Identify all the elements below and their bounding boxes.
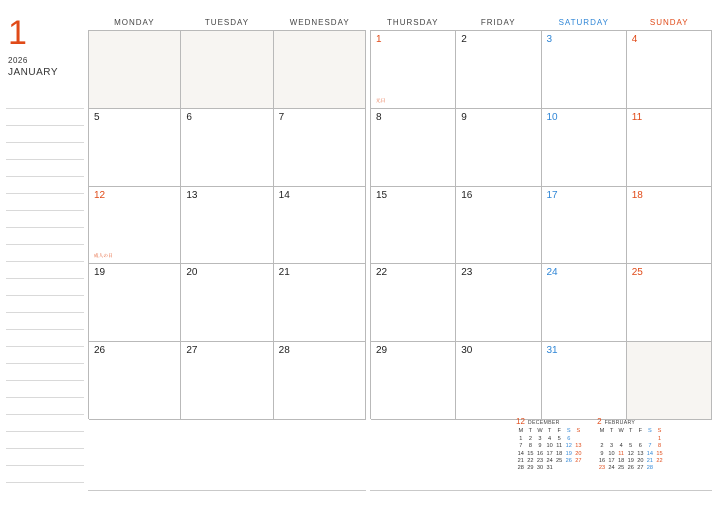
mini-day-cell-empty — [574, 436, 584, 443]
day-cell[interactable] — [542, 109, 627, 187]
mini-calendar-february — [597, 418, 664, 473]
mini-calendar-row — [516, 436, 583, 443]
day-cell[interactable] — [627, 109, 712, 187]
mini-day-cell[interactable]: 27 — [575, 458, 582, 465]
day-number: 28 — [278, 345, 290, 357]
mini-day-cell[interactable]: 11 — [556, 443, 563, 450]
weekday-header-tuesday: TUESDAY — [204, 18, 250, 27]
mini-calendars — [516, 418, 664, 473]
day-cell[interactable] — [456, 187, 541, 265]
mini-day-cell[interactable]: 25 — [556, 458, 563, 465]
holiday-label: 成人の日 — [94, 253, 113, 259]
mini-day-cell[interactable]: 22 — [527, 458, 534, 465]
note-line[interactable] — [6, 109, 84, 126]
note-line[interactable] — [6, 126, 84, 143]
mini-day-cell-empty — [554, 465, 564, 472]
note-line[interactable] — [6, 279, 84, 296]
day-number: 14 — [278, 189, 290, 201]
day-cell[interactable] — [542, 264, 627, 342]
mini-calendar-month-name: FEBRUARY — [604, 420, 636, 426]
day-cell[interactable] — [181, 187, 273, 265]
mini-calendar-december — [516, 418, 583, 473]
mini-weekday-header: W — [537, 428, 543, 435]
mini-weekday-header: T — [547, 428, 552, 435]
mini-day-cell[interactable]: 3 — [538, 435, 542, 442]
mini-day-cell[interactable]: 4 — [548, 435, 552, 442]
mini-day-cell[interactable]: 16 — [536, 450, 544, 457]
mini-day-cell[interactable]: 30 — [536, 465, 544, 472]
mini-weekday-header: T — [629, 428, 633, 435]
mini-calendar-table — [597, 428, 664, 472]
mini-weekday-header: W — [618, 428, 624, 435]
mini-day-cell-empty — [574, 465, 584, 472]
mini-calendar-header-row — [516, 428, 583, 435]
mini-day-cell[interactable]: 23 — [536, 458, 544, 465]
mini-day-cell[interactable]: 3 — [609, 443, 614, 450]
mini-day-cell[interactable]: 10 — [608, 450, 615, 457]
mini-weekday-header: F — [557, 428, 561, 435]
mini-day-cell[interactable]: 19 — [565, 450, 572, 457]
day-cell-empty — [274, 31, 366, 109]
note-line[interactable] — [6, 364, 84, 381]
day-cell[interactable] — [89, 187, 181, 265]
day-number: 11 — [631, 111, 643, 123]
calendar-week-row — [89, 342, 366, 420]
calendar-week-row — [89, 187, 366, 265]
mini-day-cell[interactable]: 22 — [656, 458, 663, 465]
note-line[interactable] — [6, 313, 84, 330]
mini-weekday-header: S — [648, 428, 652, 435]
mini-day-cell[interactable]: 17 — [546, 450, 553, 457]
weekday-header-row-left — [88, 18, 366, 30]
day-number: 9 — [461, 111, 467, 123]
month-year: 2026 — [8, 56, 28, 65]
day-cell-empty — [181, 31, 273, 109]
mini-day-cell[interactable]: 20 — [575, 450, 582, 457]
day-cell[interactable] — [456, 342, 541, 420]
mini-weekday-header: M — [599, 428, 605, 435]
mini-day-cell[interactable]: 31 — [546, 465, 553, 472]
mini-calendar-row — [516, 443, 583, 450]
day-number: 22 — [376, 267, 388, 279]
mini-calendar-row — [516, 451, 583, 458]
day-cell[interactable] — [181, 264, 273, 342]
mini-day-cell[interactable]: 10 — [546, 443, 553, 450]
mini-day-cell[interactable]: 17 — [608, 458, 615, 465]
day-cell[interactable] — [371, 187, 456, 265]
mini-weekday-header: F — [638, 428, 643, 435]
note-line[interactable] — [6, 211, 84, 228]
mini-day-cell-empty — [616, 436, 626, 443]
mini-day-cell[interactable]: 12 — [627, 450, 634, 457]
day-number: 30 — [461, 345, 473, 357]
mini-day-cell[interactable]: 2 — [528, 435, 532, 442]
note-line[interactable] — [6, 415, 84, 432]
day-cell[interactable] — [181, 342, 273, 420]
note-line[interactable] — [6, 245, 84, 262]
day-cell[interactable] — [89, 342, 181, 420]
day-cell[interactable] — [371, 264, 456, 342]
mini-calendar-header-row — [597, 428, 664, 435]
calendar-week-row — [371, 187, 712, 265]
mini-day-cell[interactable]: 9 — [600, 450, 604, 457]
note-line[interactable] — [6, 160, 84, 177]
mini-day-cell[interactable]: 15 — [527, 450, 534, 457]
mini-day-cell[interactable]: 6 — [638, 443, 642, 450]
note-line[interactable] — [6, 466, 84, 483]
note-line[interactable] — [6, 432, 84, 449]
mini-day-cell[interactable]: 9 — [538, 443, 542, 450]
day-number: 20 — [186, 267, 198, 279]
bottom-rule-right — [370, 490, 712, 491]
weekday-header-row-right — [370, 18, 712, 30]
mini-day-cell[interactable]: 8 — [657, 443, 662, 450]
day-number: 15 — [376, 189, 388, 201]
mini-day-cell[interactable]: 5 — [629, 443, 633, 450]
day-cell[interactable] — [456, 31, 541, 109]
note-line[interactable] — [6, 398, 84, 415]
day-cell[interactable] — [371, 342, 456, 420]
day-number: 16 — [461, 189, 473, 201]
day-cell-empty — [627, 342, 712, 420]
mini-day-cell[interactable]: 18 — [556, 450, 563, 457]
mini-calendar-row — [597, 436, 664, 443]
month-number: 1 — [8, 14, 26, 52]
day-number: 6 — [186, 111, 192, 123]
mini-day-cell[interactable]: 11 — [618, 450, 625, 457]
mini-calendar-row — [597, 458, 664, 465]
mini-calendar-row — [597, 465, 664, 472]
mini-calendar-title — [597, 418, 664, 427]
day-number: 25 — [631, 267, 643, 279]
mini-day-cell-empty — [645, 436, 655, 443]
mini-day-cell[interactable]: 26 — [627, 465, 634, 472]
mini-calendar-row — [597, 451, 664, 458]
mini-day-cell[interactable]: 12 — [565, 443, 572, 450]
mini-day-cell[interactable]: 27 — [637, 465, 644, 472]
mini-day-cell[interactable]: 7 — [648, 443, 652, 450]
weekday-header-wednesday: WEDNESDAY — [289, 18, 350, 27]
day-number: 5 — [94, 111, 100, 123]
mini-weekday-header: S — [576, 428, 581, 435]
day-number: 18 — [631, 189, 643, 201]
weekday-header-monday: MONDAY — [114, 18, 155, 27]
note-line[interactable] — [6, 330, 84, 347]
day-number: 3 — [546, 34, 553, 45]
day-cell[interactable] — [627, 187, 712, 265]
mini-weekday-header: S — [566, 428, 571, 435]
day-number: 27 — [186, 345, 198, 357]
mini-day-cell[interactable]: 6 — [567, 435, 571, 442]
day-cell[interactable] — [627, 264, 712, 342]
day-cell[interactable] — [371, 109, 456, 187]
calendar-week-row — [371, 109, 712, 187]
mini-weekday-header: M — [518, 428, 524, 435]
mini-weekday-header: S — [657, 428, 662, 435]
day-number: 8 — [376, 111, 382, 123]
day-number: 10 — [546, 111, 558, 123]
day-number: 21 — [278, 267, 290, 279]
mini-day-cell-empty — [626, 436, 636, 443]
day-cell[interactable] — [181, 109, 273, 187]
day-number: 1 — [376, 34, 382, 45]
note-line[interactable] — [6, 92, 84, 109]
day-cell[interactable] — [274, 187, 366, 265]
day-number: 13 — [186, 189, 198, 201]
mini-day-cell[interactable]: 4 — [619, 443, 623, 450]
day-cell[interactable] — [456, 109, 541, 187]
mini-day-cell[interactable]: 21 — [517, 458, 524, 465]
day-number: 19 — [94, 267, 106, 279]
mini-day-cell[interactable]: 24 — [608, 465, 615, 472]
day-cell[interactable] — [89, 264, 181, 342]
calendar-week-row — [371, 31, 712, 109]
day-number: 2 — [461, 34, 467, 45]
day-cell[interactable] — [371, 31, 456, 109]
note-line[interactable] — [6, 177, 84, 194]
mini-calendar-row — [516, 458, 583, 465]
mini-calendar-month-number: 12 — [516, 417, 525, 426]
mini-day-cell[interactable]: 28 — [517, 465, 524, 472]
day-number: 29 — [376, 345, 388, 357]
calendar-week-row — [371, 264, 712, 342]
note-line[interactable] — [6, 296, 84, 313]
mini-day-cell[interactable]: 14 — [646, 450, 654, 457]
day-cell[interactable] — [274, 109, 366, 187]
mini-day-cell[interactable]: 26 — [565, 458, 572, 465]
mini-day-cell-empty — [597, 436, 607, 443]
day-number: 31 — [546, 345, 558, 357]
day-cell[interactable] — [89, 109, 181, 187]
mini-calendar-table — [516, 428, 583, 472]
mini-day-cell[interactable]: 8 — [528, 443, 532, 450]
note-line[interactable] — [6, 262, 84, 279]
month-name: JANUARY — [8, 67, 58, 78]
mini-day-cell[interactable]: 18 — [618, 458, 625, 465]
note-line[interactable] — [6, 449, 84, 466]
mini-day-cell[interactable]: 7 — [519, 443, 523, 450]
mini-day-cell[interactable]: 14 — [517, 450, 524, 457]
mini-weekday-header: T — [609, 428, 614, 435]
mini-day-cell[interactable]: 13 — [575, 443, 582, 450]
weekday-header-saturday: SATURDAY — [558, 18, 609, 27]
day-number: 17 — [546, 189, 558, 201]
mini-calendar-row — [597, 443, 664, 450]
mini-day-cell[interactable]: 15 — [656, 450, 663, 457]
mini-day-cell[interactable]: 13 — [637, 450, 644, 457]
day-cell-empty — [89, 31, 181, 109]
mini-day-cell[interactable]: 20 — [637, 458, 644, 465]
mini-calendar-row — [516, 465, 583, 472]
weekday-header-sunday: SUNDAY — [649, 18, 689, 27]
day-cell[interactable] — [542, 342, 627, 420]
day-number: 24 — [546, 267, 558, 279]
weekday-header-friday: FRIDAY — [480, 18, 516, 27]
mini-day-cell[interactable]: 1 — [657, 435, 662, 442]
calendar-grid-right — [370, 30, 712, 419]
mini-day-cell-empty — [655, 465, 665, 472]
day-cell[interactable] — [456, 264, 541, 342]
day-number: 4 — [631, 34, 638, 45]
mini-weekday-header: T — [528, 428, 533, 435]
mini-day-cell[interactable]: 1 — [519, 435, 523, 442]
day-cell[interactable] — [274, 264, 366, 342]
holiday-label: 元日 — [376, 97, 386, 103]
mini-day-cell[interactable]: 24 — [546, 458, 553, 465]
mini-day-cell-empty — [636, 436, 646, 443]
day-number: 26 — [94, 345, 106, 357]
notes-ruled-area[interactable] — [6, 92, 84, 483]
mini-day-cell[interactable]: 2 — [600, 443, 604, 450]
note-line[interactable] — [6, 381, 84, 398]
mini-day-cell[interactable]: 19 — [627, 458, 634, 465]
day-number: 7 — [278, 111, 285, 123]
calendar-week-row — [89, 264, 366, 342]
month-title-block — [8, 14, 88, 78]
calendar-week-row — [89, 109, 366, 187]
note-line[interactable] — [6, 347, 84, 364]
mini-day-cell[interactable]: 5 — [557, 435, 561, 442]
day-number: 23 — [461, 267, 473, 279]
mini-day-cell-empty — [564, 465, 574, 472]
calendar-week-row — [371, 342, 712, 420]
note-line[interactable] — [6, 194, 84, 211]
mini-calendar-month-number: 2 — [597, 417, 602, 426]
mini-day-cell[interactable]: 25 — [618, 465, 625, 472]
day-number: 12 — [94, 189, 106, 201]
mini-day-cell[interactable]: 28 — [646, 465, 654, 472]
weekday-header-thursday: THURSDAY — [387, 18, 439, 27]
day-cell[interactable] — [542, 31, 627, 109]
mini-day-cell-empty — [607, 436, 617, 443]
note-line[interactable] — [6, 143, 84, 160]
day-cell[interactable] — [542, 187, 627, 265]
calendar-grid-left — [88, 30, 366, 419]
mini-calendar-month-name: DECEMBER — [527, 420, 560, 426]
mini-day-cell[interactable]: 23 — [598, 465, 606, 472]
bottom-rule-left — [88, 490, 366, 491]
note-line[interactable] — [6, 228, 84, 245]
mini-day-cell[interactable]: 29 — [527, 465, 534, 472]
mini-day-cell[interactable]: 16 — [598, 458, 606, 465]
mini-calendar-title — [516, 418, 583, 427]
day-cell[interactable] — [274, 342, 366, 420]
day-cell[interactable] — [627, 31, 712, 109]
calendar-week-row — [89, 31, 366, 109]
mini-day-cell[interactable]: 21 — [646, 458, 654, 465]
